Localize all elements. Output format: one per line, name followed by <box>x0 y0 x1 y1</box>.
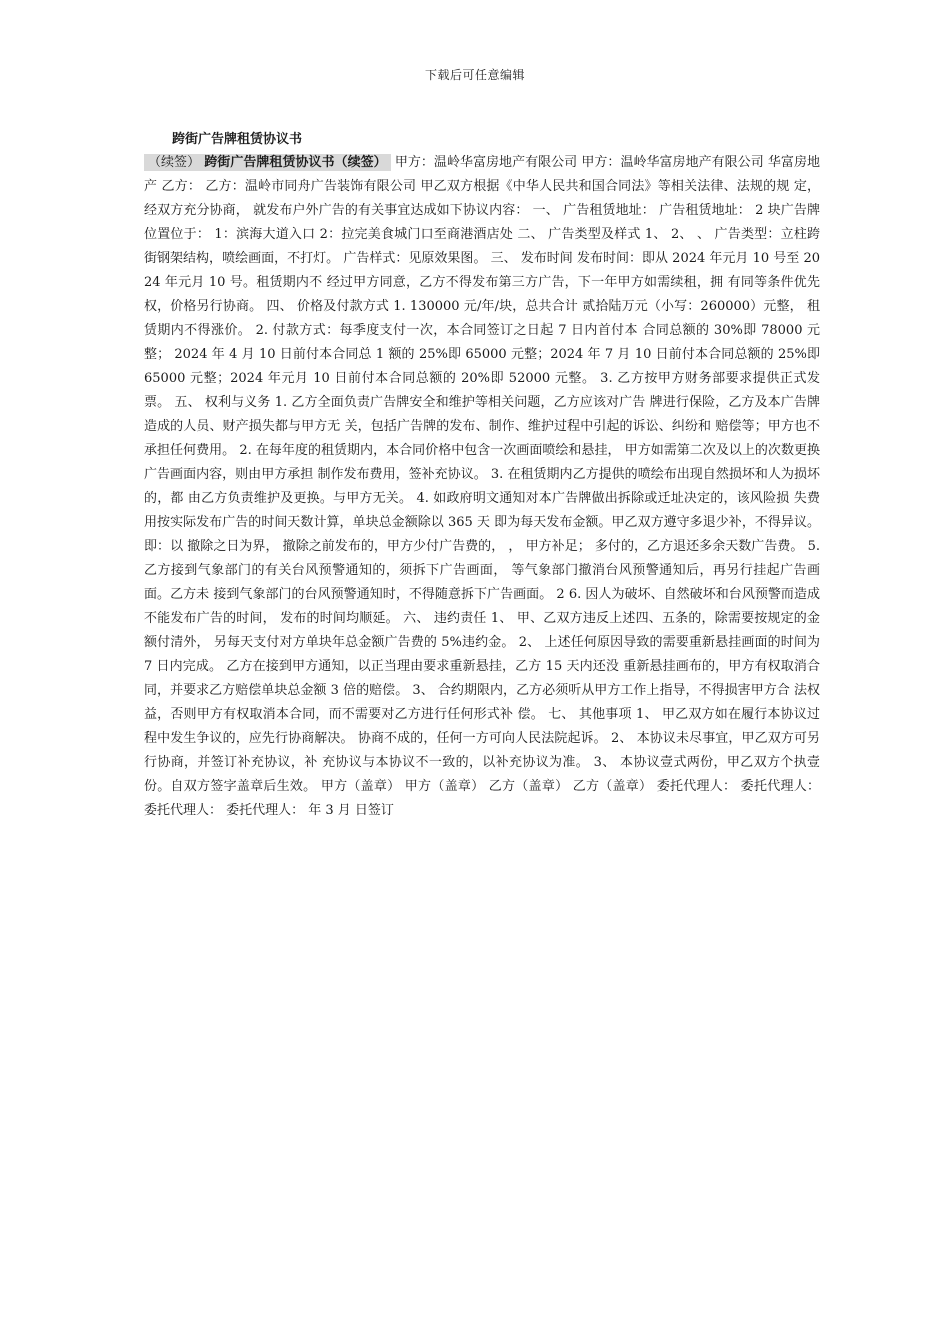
highlight-title-text: 跨街广告牌租赁协议书（续签） <box>204 155 387 170</box>
highlighted-prefix <box>144 154 391 171</box>
document-body-text: 甲方：温岭华富房地产有限公司 甲方：温岭华富房地产有限公司 华富房地产 乙方： 乙方：温岭市同舟广告装饰有限公司 甲乙双方根据《中华人民共和国合同法》等相关法律、法规的规 定， 经双方充分协商， 就发布户外广告的有关事宜达成如下协议内容： 一、 广告租赁地址： 广告租赁地址： 2 块广告牌位置位于： 1：滨海大道入口 2：拉完美食城门口至商港酒店处 二、 广告类型及样式 1、 2、 、 广告类型：立柱跨街钢架结构，喷绘画面，不打灯。 广告样式：见原效果图。 三、 发布时间 发布时间：即从 2024 年元月 10 号至 2024 年元月 10 号。租赁期内不 经过甲方同意，乙方不得发布第三方广告，下一年甲方如需续租，拥 有同等条件优先权，价格另行协商。 四、 价格及付款方式 1. 130000 元/年/块，总共合计 贰拾陆万元（小写：260000）元整， 租赁期内不得涨价。 2. 付款方式：每季度支付一次，本合同签订之日起 7 日内首付本 合同总额的 30%即 78000 元整； 2024 年 4 月 10 日前付本合同总 1 额的 25%即 65000 元整；2024 年 7 月 10 日前付本合同总额的 25%即 65000 元整；2024 年元月 10 日前付本合同总额的 20%即 52000 元整。 3. 乙方按甲方财务部要求提供正式发票。 五、 权利与义务 1. 乙方全面负责广告牌安全和维护等相关问题，乙方应该对广告 牌进行保险，乙方及本广告牌造成的人员、财产损失都与甲方无 关，包括广告牌的发布、制作、维护过程中引起的诉讼、纠纷和 赔偿等；甲方也不承担任何费用。 2. 在每年度的租赁期内，本合同价格中包含一次画面喷绘和悬挂， 甲方如需第二次及以上的次数更换广告画面内容，则由甲方承担 制作发布费用，签补充协议。 3. 在租赁期内乙方提供的喷绘布出现自然损坏和人为损坏的，都 由乙方负责维护及更换。与甲方无关。 4. 如政府明文通知对本广告牌做出拆除或迁址决定的，该风险损 失费用按实际发布广告的时间天数计算，单块总金额除以 365 天 即为每天发布金额。甲乙双方遵守多退少补，不得异议。即：以 撤除之日为界， 撤除之前发布的，甲方少付广告费的， ， 甲方补足； 多付的，乙方退还多余天数广告费。 5. 乙方接到气象部门的有关台风预警通知的，须拆下广告画面， 等气象部门撤消台风预警通知后，再另行挂起广告画面。乙方未 接到气象部门的台风预警通知时，不得随意拆下广告画面。 2 6. 因人为破坏、自然破坏和台风预警而造成不能发布广告的时间， 发布的时间均顺延。 六、 违约责任 1、 甲、乙双方违反上述四、五条的，除需要按规定的金额付清外， 另每天支付对方单块年总金额广告费的 5%违约金。 2、 上述任何原因导致的需要重新悬挂画面的时间为 7 日内完成。 乙方在接到甲方通知，以正当理由要求重新悬挂，乙方 15 天内还没 重新悬挂画布的，甲方有权取消合同，并要求乙方赔偿单块总金额 3 倍的赔偿。 3、 合约期限内，乙方必须听从甲方工作上指导，不得损害甲方合 法权益，否则甲方有权取消本合同，而不需要对乙方进行任何形式补 偿。 七、 其他事项 1、 甲乙双方如在履行本协议过程中发生争议的，应先行协商解决。 协商不成的，任何一方可向人民法院起诉。 2、 本协议未尽事宜，甲乙双方可另行协商，并签订补充协议，补 充协议与本协议不一致的，以补充协议为准。 3、 本协议壹式两份，甲乙双方个执壹份。自双方签字盖章后生效。 甲方（盖章） 甲方（盖章） 乙方（盖章） 乙方（盖章） 委托代理人： 委托代理人： 委托代理人： 委托代理人： 年 3 月 日签订 <box>144 155 820 818</box>
document-body <box>144 151 820 823</box>
page-header <box>0 66 950 83</box>
document-title: 跨街广告牌租赁协议书 <box>172 132 303 147</box>
page-header-text: 下载后可任意编辑 <box>424 68 525 82</box>
highlight-prefix-text: （续签） <box>148 155 201 170</box>
